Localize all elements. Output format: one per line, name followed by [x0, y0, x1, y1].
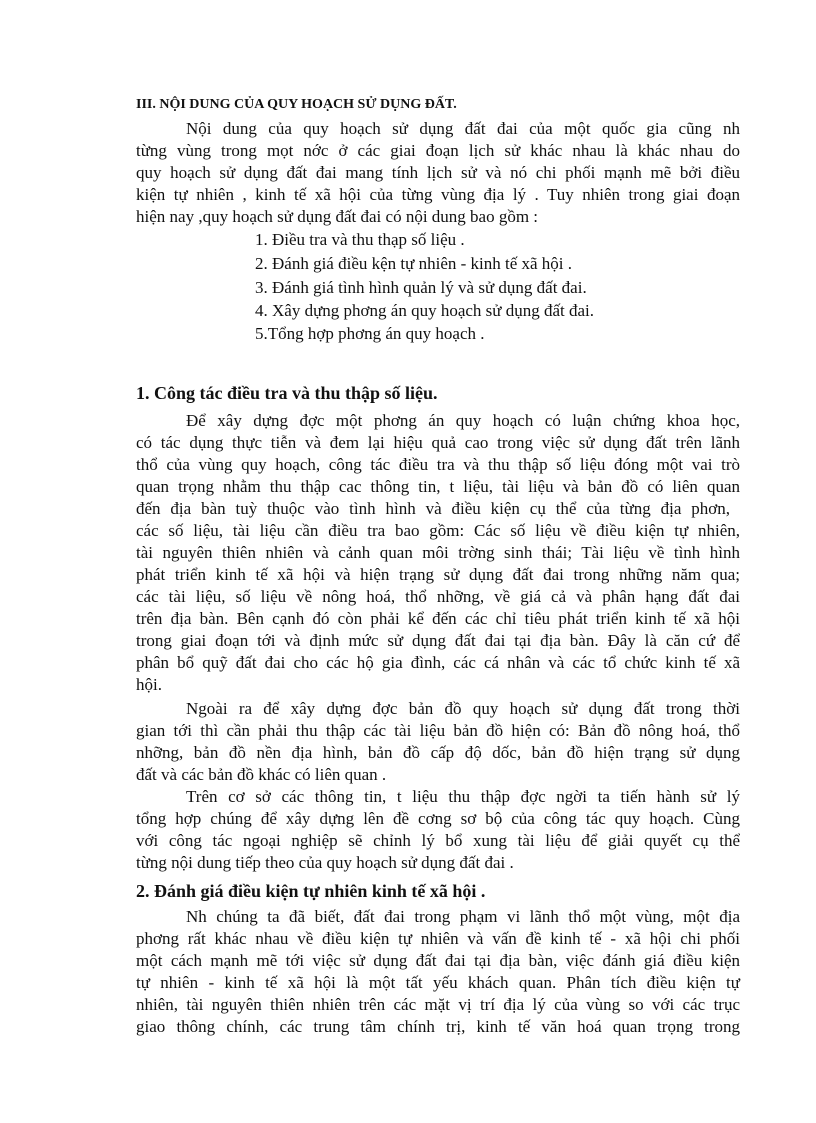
- content-list-item: 2. Đánh giá điều kện tự nhiên - kinh tế xã hội .: [255, 254, 573, 273]
- paragraph-line: tổng hợp chúng để xây dựng lên đề cơng sơ bộ của công tác quy hoạch. Cùng: [136, 809, 740, 828]
- paragraph-line: giao thông chính, các trung tâm chính trị, kinh tế văn hoá quan trọng trong: [136, 1017, 740, 1036]
- paragraph-line: trên địa bàn. Bên cạnh đó còn phải kể đến các chỉ tiêu phát triển kinh tế xã hội: [136, 609, 740, 628]
- section-title: III. NỘI DUNG CỦA QUY HOẠCH SỬ DỤNG ĐẤT.: [136, 97, 457, 112]
- paragraph-line: phân bổ quỹ đất đai cho các hộ gia đình, các cá nhân và các tổ chức kinh tế xã: [136, 653, 740, 672]
- paragraph-line: nhỡng, bản đồ nền địa hình, bản đồ cấp độ dốc, bản đồ hiện trạng sử dụng: [136, 743, 740, 762]
- section-heading-1: 1. Công tác điều tra và thu thập số liệu.: [136, 383, 438, 403]
- paragraph-line: có tác dụng thực tiễn và đem lại hiệu quả cao trong việc sử dụng đất trên lãnh: [136, 433, 740, 452]
- paragraph-line: trong giai đoạn tới và định mức sử dụng đất đai tại địa bàn. Đây là căn cứ để: [136, 631, 740, 650]
- paragraph-line: Để xây dựng đợc một phơng án quy hoạch có luận chứng khoa học,: [186, 411, 740, 430]
- intro-line: quy hoạch sử dụng đất đai mang tính lịch sử và nó chi phối mạnh mẽ bởi điều: [136, 163, 740, 182]
- paragraph-line: tự nhiên - kinh tế xã hội là một tất yếu khách quan. Phân tích điều kiện tự: [136, 973, 740, 992]
- paragraph-line: phơng rất khác nhau về điều kiện tự nhiên và vấn đề kinh tế - xã hội chi phối: [136, 929, 740, 948]
- paragraph-line: đất và các bản đồ khác có liên quan .: [136, 765, 387, 784]
- section-heading-2: 2. Đánh giá điều kiện tự nhiên kinh tế xã hội .: [136, 881, 486, 901]
- paragraph-line: các tài liệu, số liệu về nông hoá, thổ nhỡng, về giá cả và phân hạng đất đai: [136, 587, 740, 606]
- paragraph-line: gian tới thì cần phải thu thập các tài liệu bản đồ hiện có: Bản đồ nông hoá, thổ: [136, 721, 740, 740]
- intro-line: Nội dung của quy hoạch sử dụng đất đai của một quốc gia cũng nh: [186, 119, 740, 138]
- paragraph-line: Nh chúng ta đã biết, đất đai trong phạm vi lãnh thổ một vùng, một địa: [186, 907, 740, 926]
- content-list-item: 1. Điều tra và thu thạp số liệu .: [255, 230, 465, 249]
- paragraph-line: một cách mạnh mẽ tới việc sử dụng đất đai tại địa bàn, việc đánh giá điều kiện: [136, 951, 740, 970]
- paragraph-line: với công tác ngoại nghiệp sẽ chỉnh lý bổ xung tài liệu để giải quyết cụ thể: [136, 831, 740, 850]
- paragraph-line: nhiên, tài nguyên thiên nhiên trên các mặt vị trí địa lý của vùng so với các trục: [136, 995, 740, 1014]
- paragraph-line: hội.: [136, 675, 162, 694]
- content-list-item: 4. Xây dựng phơng án quy hoạch sử dụng đất đai.: [255, 301, 595, 320]
- paragraph-line: thổ của vùng quy hoạch, công tác điều tra và thu thập số liệu đóng một vai trò: [136, 455, 740, 474]
- content-list-item: 5.Tổng hợp phơng án quy hoạch .: [255, 324, 485, 343]
- paragraph-line: Ngoài ra để xây dựng đợc bản đồ quy hoạch sử dụng đất trong thời: [186, 699, 740, 718]
- paragraph-line: quan trọng nhằm thu thập cac thông tin, t liệu, tài liệu và bản đồ có liên quan: [136, 477, 740, 496]
- content-list-item: 3. Đánh giá tình hình quản lý và sử dụng đất đai.: [255, 278, 587, 297]
- paragraph-line: phát triển kinh tế xã hội và hiện trạng sử dụng đất đai trong những năm qua;: [136, 565, 740, 584]
- intro-line: hiện nay ,quy hoạch sử dụng đất đai có nội dung bao gồm :: [136, 207, 539, 226]
- intro-line: từng vùng trong mọt nớc ở các giai đoạn lịch sử khác nhau là khác nhau do: [136, 141, 740, 160]
- paragraph-line: các số liệu, tài liệu cần điều tra bao gồm: Các số liệu về điều kiện tự nhiên,: [136, 521, 740, 540]
- intro-line: kiện tự nhiên , kinh tế xã hội của từng vùng địa lý . Tuy nhiên trong giai đoạn: [136, 185, 740, 204]
- paragraph-line: Trên cơ sở các thông tin, t liệu thu thập đợc ngời ta tiến hành sử lý: [186, 787, 740, 806]
- paragraph-line: tài nguyên thiên nhiên và cảnh quan môi trờng sinh thái; Tài liệu về tình hình: [136, 543, 740, 562]
- paragraph-line: đến địa bàn tuỳ thuộc vào tình hình và điều kiện cụ thể của từng địa phơn,: [136, 499, 730, 518]
- paragraph-line: từng nội dung tiếp theo của quy hoạch sử dụng đất đai .: [136, 853, 514, 872]
